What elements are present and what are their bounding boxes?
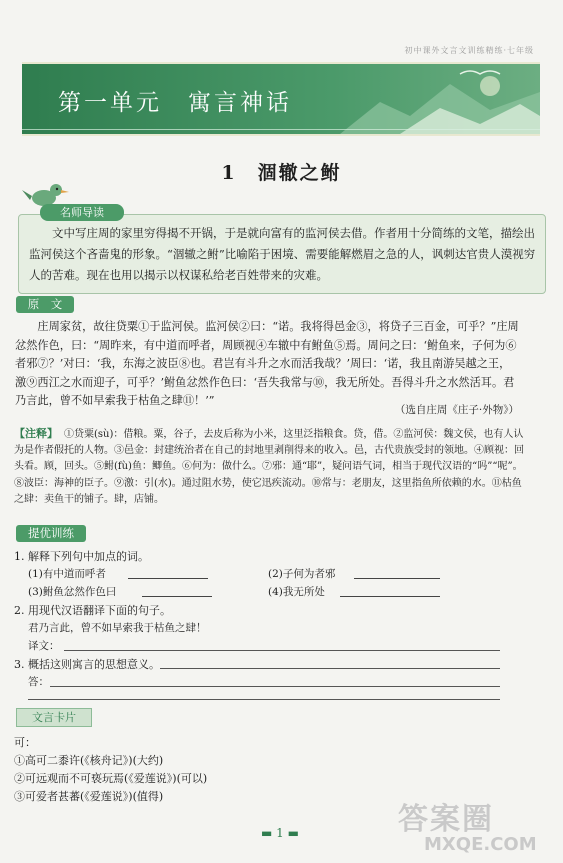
- answer-line-3b[interactable]: [28, 699, 500, 700]
- original-text-label: 原 文: [16, 296, 74, 313]
- watermark-logo: 答案圈 MXQE.COM: [398, 802, 537, 855]
- question-2: 2. 用现代汉语翻译下面的句子。: [14, 604, 171, 617]
- guide-text: 文中写庄周的家里穷得揭不开锅，于是就向富有的监河侯去借。作者用十分简练的文笔，描绘出监河侯这个吝啬鬼的形象。“涸辙之鲋”比喻陷于困境、需要能解燃眉之急的人，讽刺达官贵人漠视穷人的苦难。现在也用以揭示以权谋私给老百姓带来的灾难。: [29, 226, 536, 282]
- classical-card-label: 文言卡片: [16, 708, 92, 727]
- question-1-item-2: (2)子何为者邪: [268, 568, 336, 580]
- teacher-guide-box: [18, 214, 546, 294]
- original-text: 庄周家贫，故往贷粟①于监河侯。监河侯②曰：“诺。我将得邑金③，将贷子三百金，可乎？”庄周忿然作色，曰：“周昨来，有中道而呼者，周顾视④车辙中有鲋鱼⑤焉。周问之曰：‘鲋鱼来，子何为⑥者邪⑦？’对曰：‘我，东海之波臣⑧也。君岂有斗升之水而活我哉？’周曰：‘诺，我且南游吴越之王，激⑨西江之水而迎子，可乎？’鲋鱼忿然作色曰：‘吾失我常与⑩，我无所处。吾得斗升之水然活耳。君乃言此，曾不如早索我于枯鱼之肆⑪！’”: [15, 320, 519, 408]
- question-3-answer-label: 答：: [28, 676, 49, 688]
- answer-blank-1[interactable]: [128, 566, 208, 579]
- annotations: [14, 426, 526, 508]
- unit-banner: [22, 62, 540, 136]
- answer-line-3a[interactable]: [50, 686, 500, 687]
- card-item-2: ②可远观而不可亵玩焉(《爱莲说》)(可以): [14, 772, 208, 785]
- question-1-item-3: (3)鲋鱼忿然作色曰: [28, 586, 117, 598]
- answer-line-2a[interactable]: [64, 650, 500, 651]
- unit-title: 第一单元 寓言神话: [58, 90, 292, 116]
- page-number: ▬ 1 ▬: [261, 826, 299, 840]
- question-2-answer-label: 译文：: [28, 640, 60, 652]
- answer-blank-4[interactable]: [340, 584, 440, 597]
- landscape-illustration: [340, 64, 540, 134]
- question-2-sentence: 君乃言此，曾不如早索我于枯鱼之肆！: [28, 622, 207, 634]
- running-header: 初中课外文言文训练精练·七年级: [404, 46, 534, 55]
- question-1: 1. 解释下列句中加点的词。: [14, 550, 149, 563]
- card-item-3: ③可爱者甚蕃(《爱莲说》)(值得): [14, 790, 164, 803]
- lesson-title: 1 涸辙之鲋: [221, 162, 342, 184]
- answer-blank-3[interactable]: [142, 584, 212, 597]
- banner-rule: [22, 129, 540, 130]
- annotations-label: 【注释】: [14, 427, 58, 440]
- answer-blank-2[interactable]: [354, 566, 440, 579]
- card-item-1: ①高可二黍许(《核舟记》)(大约): [14, 754, 164, 767]
- question-1-item-4: (4)我无所处: [268, 586, 325, 598]
- source-citation: （选自庄周《庄子·外物》）: [394, 404, 519, 416]
- guide-label: 名师导读: [40, 204, 124, 221]
- annotations-text: ①贷粟(sù)：借粮。粟，谷子，去皮后称为小米，这里泛指粮食。贷，借。②监河侯：魏文侯，也有人认为是作者假托的人物。③邑金：封建统治者在自己的封地里剥削得来的收入。邑，古代贵族受封的领地。④顾视：回头看。顾，回头。⑤鲋(fù)鱼：鲫鱼。⑥何为：做什么。⑦邪：通“耶”，疑问语气词，相当于现代汉语的“吗”“呢”。⑧波臣：海神的臣子。⑨激：引(水)。通过阻水势，使它迅疾流动。⑩常与：老朋友，这里指鱼所依赖的水。⑪枯鱼之肆：卖鱼干的铺子。肆，店铺。: [14, 429, 524, 505]
- question-1-item-1: (1)有中道而呼者: [28, 568, 106, 580]
- training-label: 提优训练: [16, 525, 86, 542]
- card-head: 可：: [14, 736, 36, 749]
- question-3: 3. 概括这则寓言的思想意义。: [14, 658, 160, 671]
